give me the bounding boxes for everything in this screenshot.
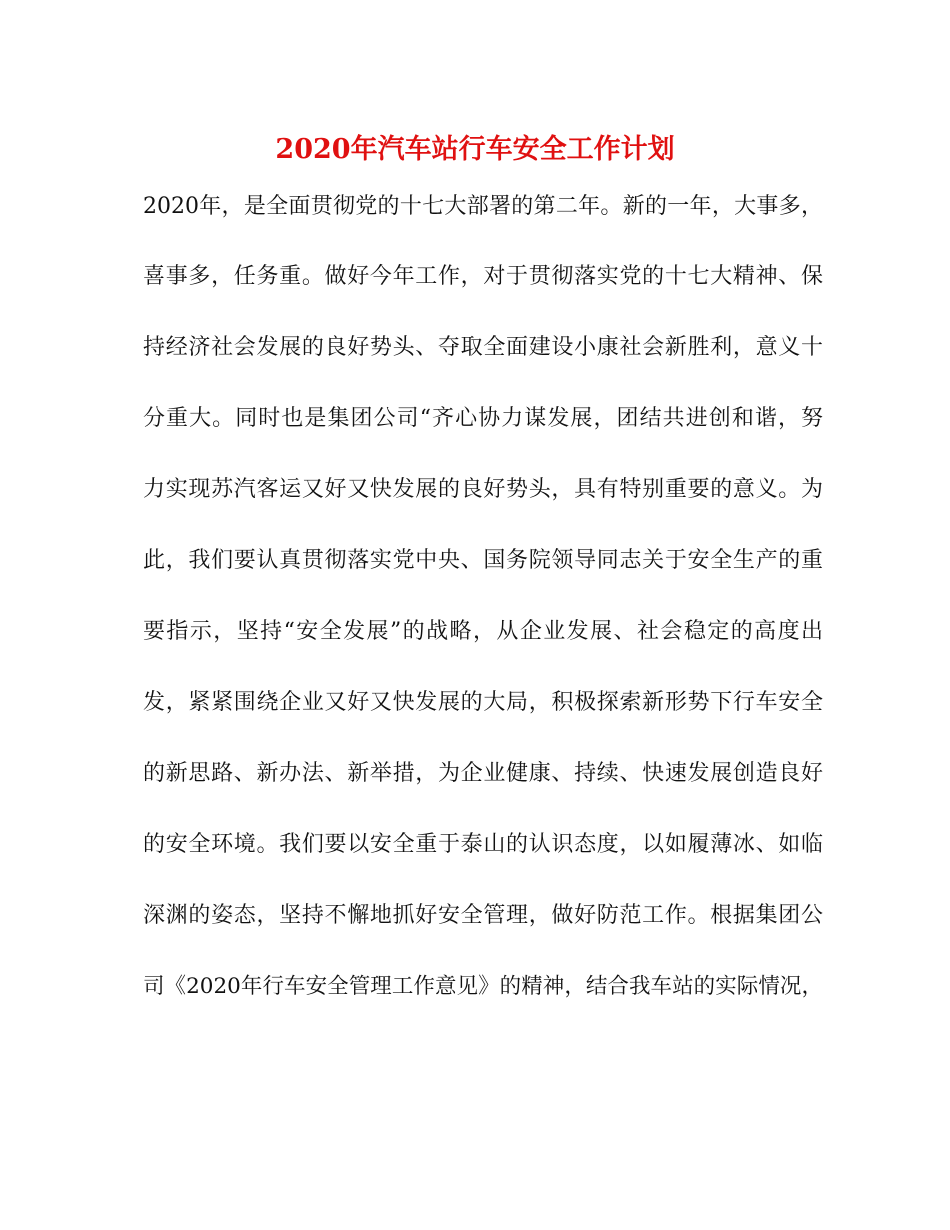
body-line: 发，紧紧围绕企业又好又快发展的大局，积极探索新形势下行车安全 — [143, 690, 823, 715]
body-line: 持经济社会发展的良好势头、夺取全面建设小康社会新胜利，意义十 — [143, 335, 823, 360]
body-line: 的安全环境。我们要以安全重于泰山的认识态度，以如履薄冰、如临 — [143, 832, 823, 857]
body-line: 2020年，是全面贯彻党的十七大部署的第二年。新的一年，大事多， — [143, 194, 823, 219]
body-line: 分重大。同时也是集团公司“齐心协力谋发展，团结共进创和谐，努 — [143, 406, 823, 431]
body-line: 司《2020年行车安全管理工作意见》的精神，结合我车站的实际情况， — [143, 974, 823, 999]
body-line: 喜事多，任务重。做好今年工作，对于贯彻落实党的十七大精神、保 — [143, 264, 823, 289]
document-title: 2020年汽车站行车安全工作计划 — [275, 134, 675, 165]
body-line: 力实现苏汽客运又好又快发展的良好势头，具有特别重要的意义。为 — [143, 477, 823, 502]
body-line: 要指示，坚持“安全发展”的战略，从企业发展、社会稳定的高度出 — [143, 619, 823, 644]
body-line: 的新思路、新办法、新举措，为企业健康、持续、快速发展创造良好 — [143, 761, 823, 786]
body-line: 深渊的姿态，坚持不懈地抓好安全管理，做好防范工作。根据集团公 — [143, 903, 823, 928]
body-line: 此，我们要认真贯彻落实党中央、国务院领导同志关于安全生产的重 — [143, 548, 823, 573]
